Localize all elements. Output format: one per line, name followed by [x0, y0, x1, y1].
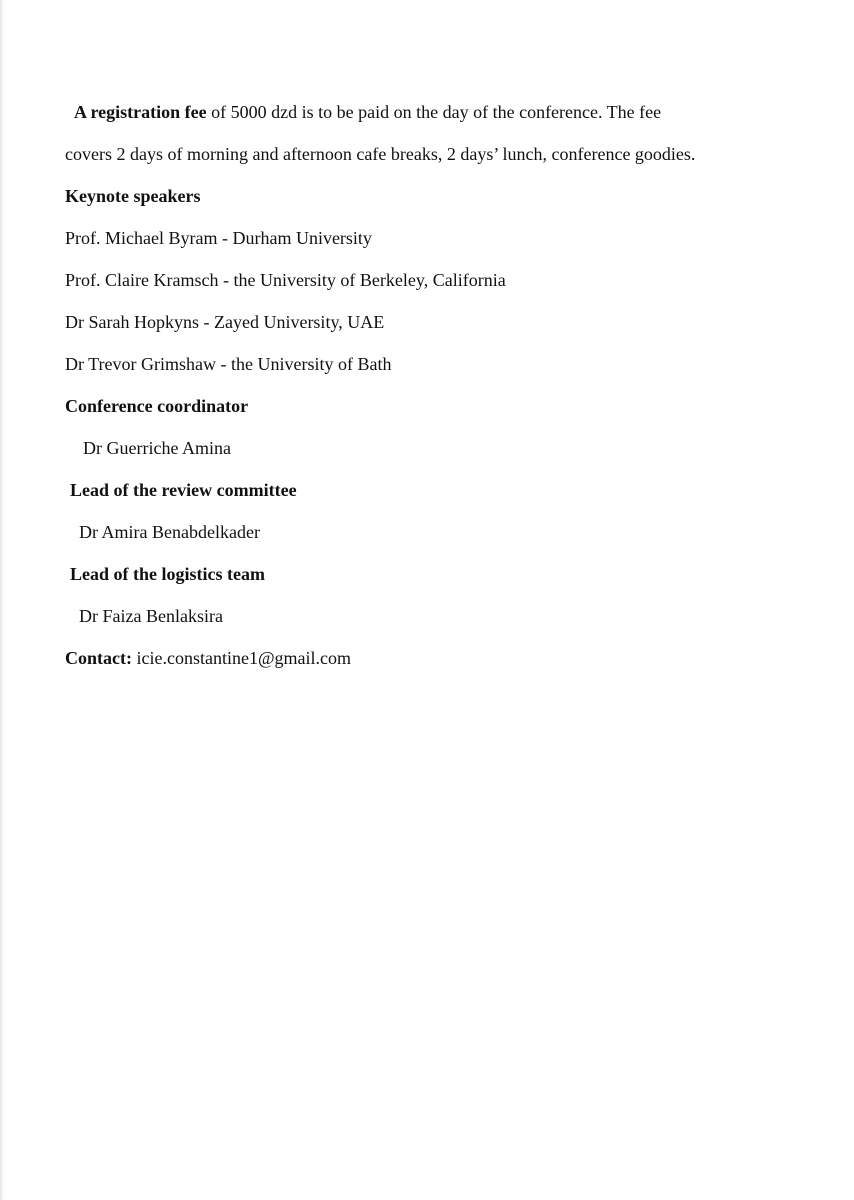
registration-fee-text: of 5000 dzd is to be paid on the day of the conference. The fee [206, 102, 662, 122]
logistics-team-lead-name: Dr Faiza Benlaksira [79, 606, 223, 626]
contact-email: icie.constantine1@gmail.com [136, 648, 351, 668]
contact-label: Contact: [65, 648, 132, 668]
contact-line [65, 647, 351, 669]
review-committee-heading: Lead of the review committee [70, 480, 297, 500]
registration-paragraph-line-2: covers 2 days of morning and afternoon cafe breaks, 2 days’ lunch, conference goodies. [65, 144, 696, 164]
keynote-speaker-item: Dr Trevor Grimshaw - the University of Bath [65, 354, 392, 374]
conference-coordinator-name: Dr Guerriche Amina [83, 438, 231, 458]
keynote-speaker-item: Prof. Claire Kramsch - the University of Berkeley, California [65, 270, 506, 290]
registration-paragraph-line-1 [74, 101, 661, 123]
keynote-speakers-heading: Keynote speakers [65, 186, 201, 206]
conference-coordinator-heading: Conference coordinator [65, 396, 249, 416]
page-edge-shadow [0, 0, 4, 1200]
keynote-speaker-item: Dr Sarah Hopkyns - Zayed University, UAE [65, 312, 385, 332]
review-committee-lead-name: Dr Amira Benabdelkader [79, 522, 260, 542]
keynote-speaker-item: Prof. Michael Byram - Durham University [65, 228, 372, 248]
registration-fee-label: A registration fee [74, 102, 207, 122]
logistics-team-heading: Lead of the logistics team [70, 564, 265, 584]
